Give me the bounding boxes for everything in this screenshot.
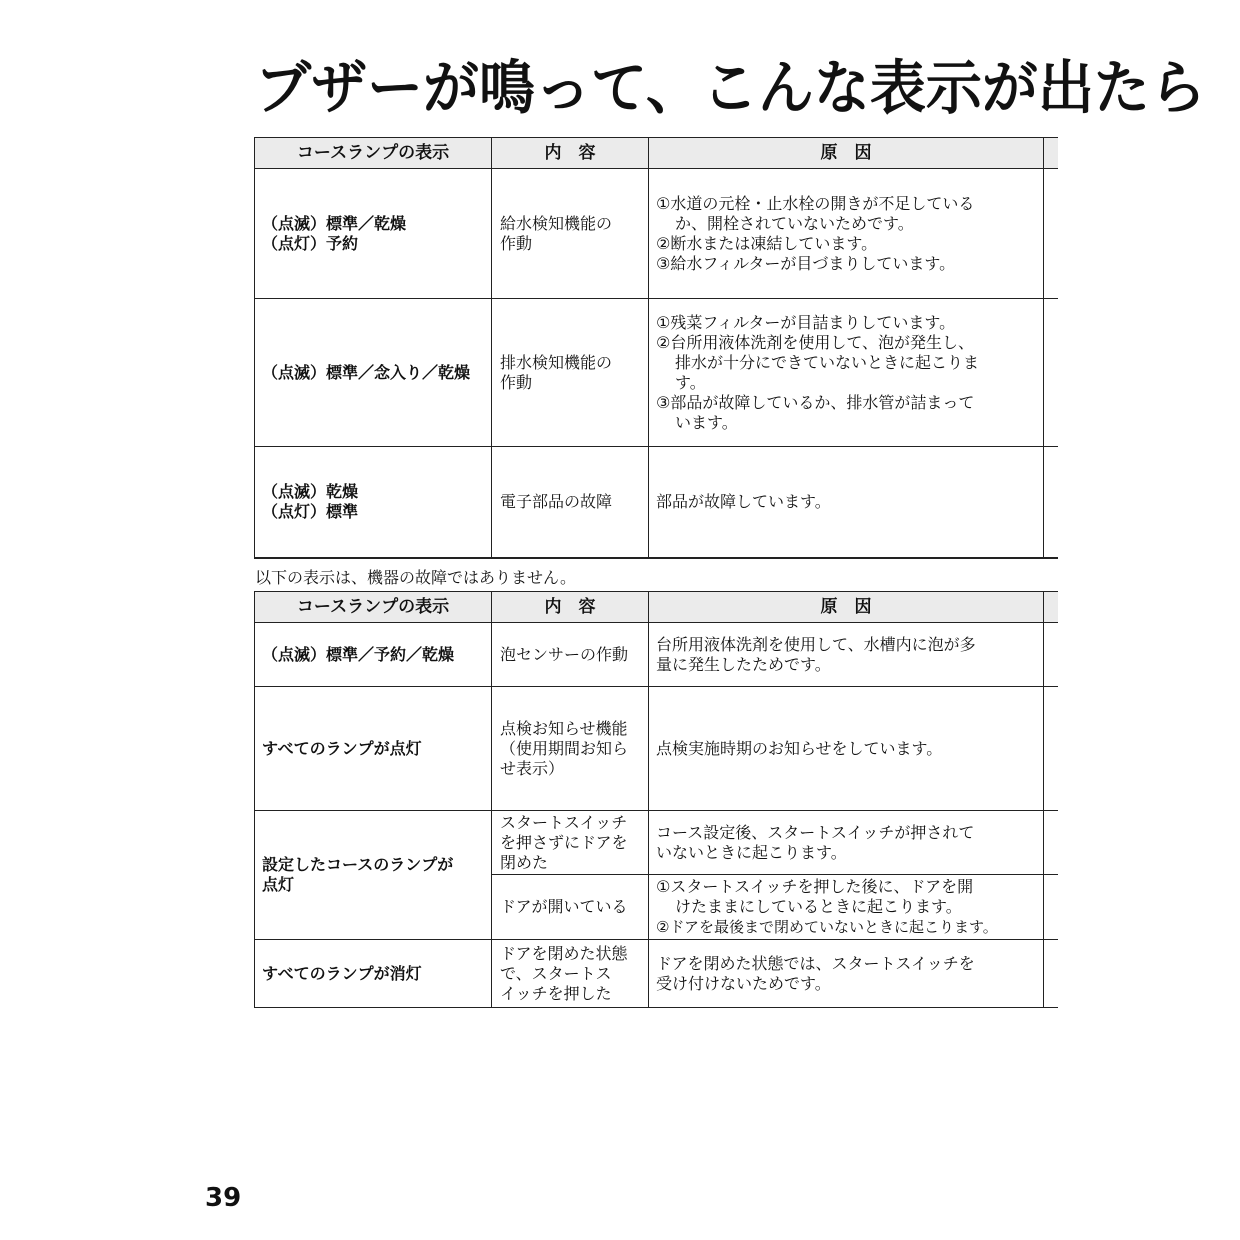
lamp-line: 設定したコースのランプが xyxy=(262,855,454,874)
table-row xyxy=(255,811,1058,875)
content-line: 作動 xyxy=(500,233,533,253)
header-lamp: コースランプの表示 xyxy=(255,592,492,623)
content-cell xyxy=(492,875,649,940)
cause-line: コース設定後、スタートスイッチが押されて xyxy=(656,822,975,842)
cause-line: ③部品が故障しているか、排水管が詰まって xyxy=(656,392,975,412)
cause-cell xyxy=(649,811,1044,875)
content-line: で、スタートス xyxy=(500,963,612,983)
cause-line: 量に発生したためです。 xyxy=(656,654,831,674)
page-title: ブザーが鳴って、こんな表示が出たら xyxy=(255,54,1206,123)
cause-line: 点検実施時期のお知らせをしています。 xyxy=(656,738,943,758)
cause-cell xyxy=(649,623,1044,687)
lamp-cell xyxy=(255,623,492,687)
content-cell xyxy=(492,687,649,811)
lamp-line: （点灯）標準 xyxy=(262,501,359,521)
content-line: 泡センサーの作動 xyxy=(500,644,629,664)
header-content: 内 容 xyxy=(492,592,649,623)
cause-line: けたままにしているときに起こります。 xyxy=(675,897,962,916)
cause-line: ドアを閉めた状態では、スタートスイッチを xyxy=(656,953,975,973)
cause-line: 排水が十分にできていないときに起こりま xyxy=(675,352,980,372)
table-row xyxy=(255,299,1058,447)
cause-cell xyxy=(649,940,1044,1008)
content-cell xyxy=(492,940,649,1008)
table-row xyxy=(255,940,1058,1008)
lamp-cell xyxy=(255,940,492,1008)
lamp-cell xyxy=(255,299,492,447)
content-line: 点検お知らせ機能 xyxy=(500,718,628,738)
content-line: （使用期間お知ら xyxy=(500,738,629,758)
lamp-cell xyxy=(255,687,492,811)
cause-line: ①スタートスイッチを押した後に、ドアを開 xyxy=(656,877,974,896)
cause-line: 部品が故障しています。 xyxy=(656,491,831,511)
lamp-line: （点滅）標準／念入り／乾燥 xyxy=(262,362,471,382)
header-cause: 原 因 xyxy=(649,592,1044,623)
content-line: ドアが開いている xyxy=(500,897,628,916)
content-cell xyxy=(492,447,649,558)
content-cell xyxy=(492,169,649,299)
lamp-line: すべてのランプが消灯 xyxy=(262,963,422,983)
content-line: せ表示） xyxy=(500,758,565,778)
cause-line: ②台所用液体洗剤を使用して、泡が発生し、 xyxy=(656,332,975,352)
content-line: 給水検知機能の xyxy=(500,213,613,233)
cause-line: 受け付けないためです。 xyxy=(656,973,831,993)
lamp-line: 点灯 xyxy=(262,875,295,894)
cause-cell xyxy=(649,299,1044,447)
header-edge xyxy=(1044,592,1058,623)
table-header-row xyxy=(255,138,1058,169)
lamp-cell xyxy=(255,169,492,299)
content-cell xyxy=(492,811,649,875)
cause-line: す。 xyxy=(675,372,706,392)
cause-line: ②ドアを最後まで閉めていないときに起こります。 xyxy=(656,918,998,936)
table-header-row xyxy=(255,592,1058,623)
content-cell xyxy=(492,623,649,687)
content-line: 作動 xyxy=(500,372,533,392)
table-row xyxy=(255,623,1058,687)
cause-line: か、開栓されていないためです。 xyxy=(675,213,914,233)
cause-cell xyxy=(649,687,1044,811)
cause-line: います。 xyxy=(675,412,738,432)
cause-line: ②断水または凍結しています。 xyxy=(656,233,878,253)
content-line: スタートスイッチ xyxy=(500,812,628,832)
table-row xyxy=(255,447,1058,558)
header-edge xyxy=(1044,138,1058,169)
content-line: 排水検知機能の xyxy=(500,352,613,372)
content-line: イッチを押した xyxy=(500,983,612,1003)
content-line: 閉めた xyxy=(500,852,549,872)
page-number: 39 xyxy=(205,1183,242,1213)
lamp-line: すべてのランプが点灯 xyxy=(262,738,422,758)
cause-line: ③給水フィルターが目づまりしています。 xyxy=(656,253,956,273)
normal-display-table xyxy=(254,591,1058,1008)
cause-cell xyxy=(649,447,1044,558)
lamp-line: （点滅）乾燥 xyxy=(262,481,359,501)
note-text: 以下の表示は、機器の故障ではありません。 xyxy=(255,568,576,587)
error-display-table xyxy=(254,137,1058,559)
lamp-line: （点滅）標準／予約／乾燥 xyxy=(262,644,455,664)
header-lamp: コースランプの表示 xyxy=(255,138,492,169)
table-row xyxy=(255,169,1058,299)
lamp-line: （点滅）標準／乾燥 xyxy=(262,213,407,233)
lamp-cell xyxy=(255,811,492,940)
cause-cell xyxy=(649,169,1044,299)
table-row xyxy=(255,687,1058,811)
cause-line: 台所用液体洗剤を使用して、水槽内に泡が多 xyxy=(656,634,976,654)
content-cell xyxy=(492,299,649,447)
cause-cell xyxy=(649,875,1044,940)
header-content: 内 容 xyxy=(492,138,649,169)
cause-line: ①残菜フィルターが目詰まりしています。 xyxy=(656,312,956,332)
cause-line: いないときに起こります。 xyxy=(656,842,847,862)
cause-line: ①水道の元栓・止水栓の開きが不足している xyxy=(656,193,975,213)
content-line: 電子部品の故障 xyxy=(500,491,613,511)
lamp-line: （点灯）予約 xyxy=(262,233,359,253)
lamp-cell xyxy=(255,447,492,558)
content-line: を押さずにドアを xyxy=(500,832,628,852)
header-cause: 原 因 xyxy=(649,138,1044,169)
content-line: ドアを閉めた状態 xyxy=(500,943,628,963)
